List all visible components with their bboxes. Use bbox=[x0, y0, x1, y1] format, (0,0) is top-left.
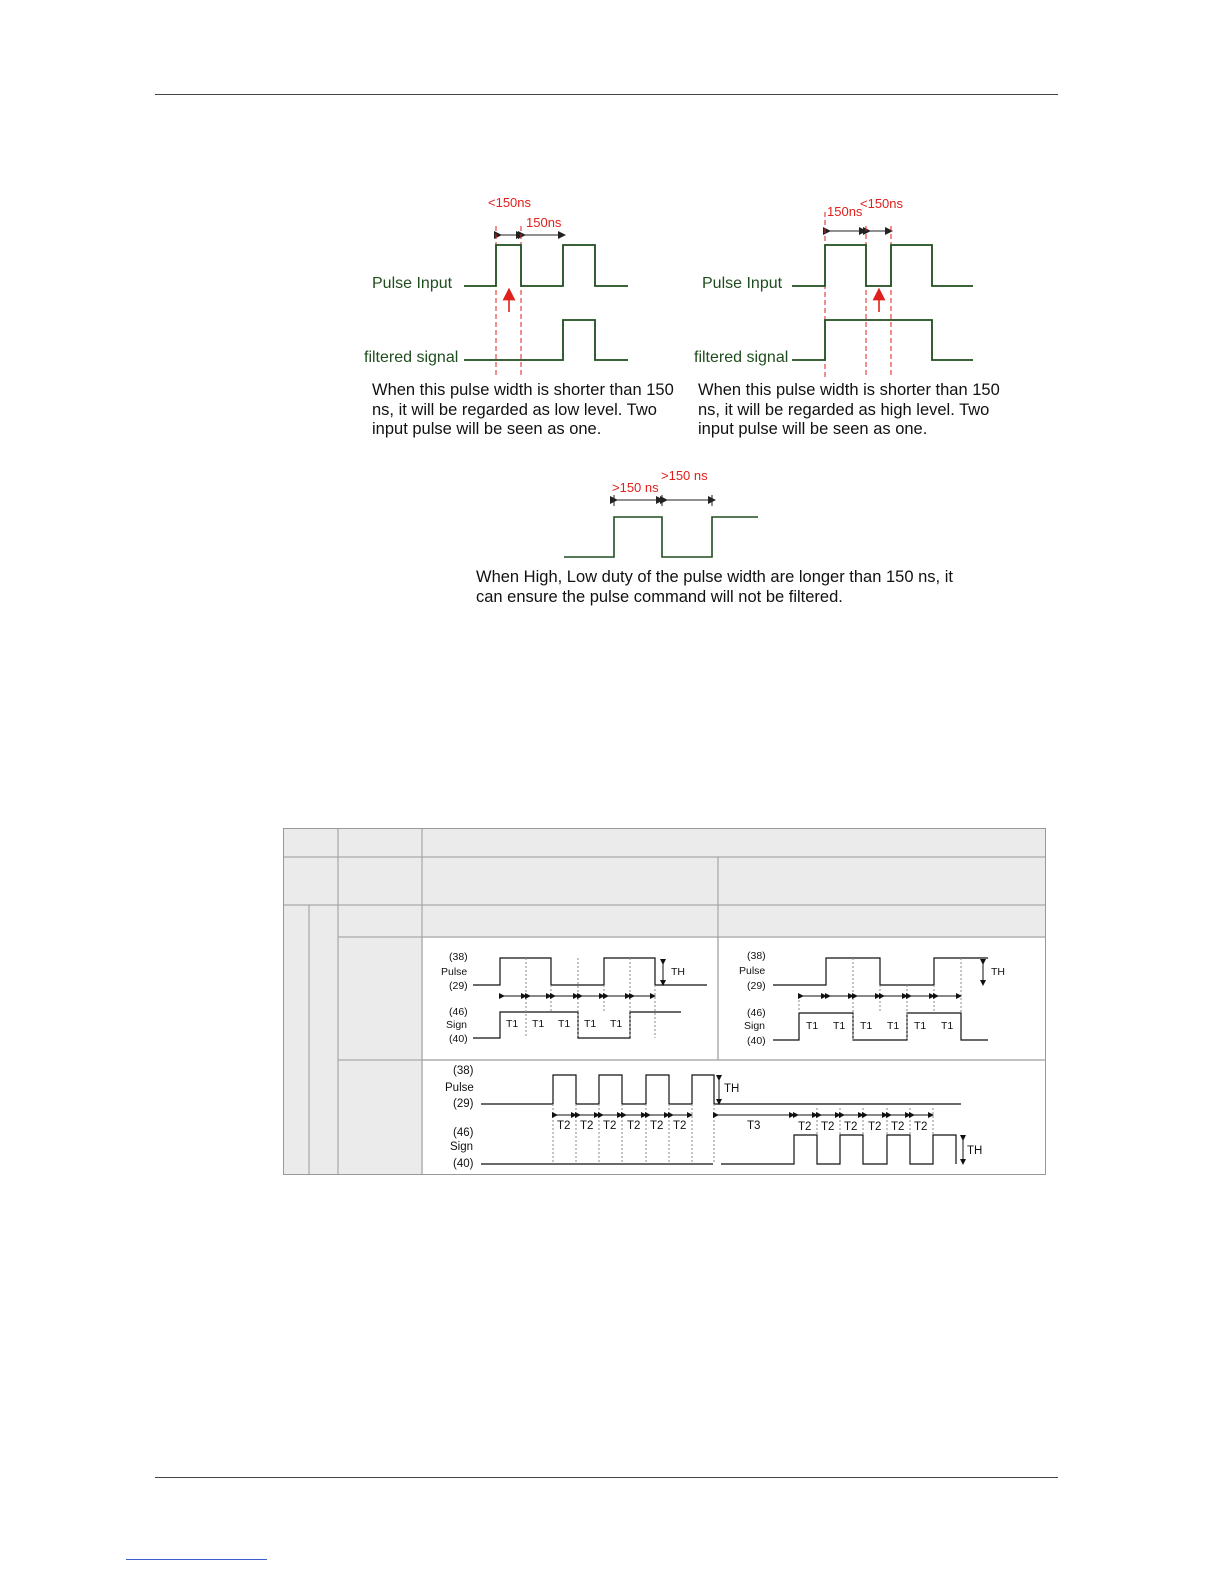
t3-label: T3 bbox=[747, 1120, 761, 1132]
filtered-signal-label: filtered signal bbox=[694, 349, 789, 366]
t2-label: T2 bbox=[580, 1120, 594, 1132]
t1-label: T1 bbox=[887, 1020, 900, 1032]
t2-label: T2 bbox=[798, 1121, 812, 1133]
footer-rule bbox=[155, 1477, 1058, 1478]
pin-40: (40) bbox=[449, 1033, 468, 1045]
pin-40: (40) bbox=[747, 1035, 766, 1047]
label-lt150: <150ns bbox=[488, 195, 532, 210]
t2-label: T2 bbox=[673, 1120, 687, 1132]
pin-29: (29) bbox=[747, 980, 766, 992]
t2-label: T2 bbox=[821, 1121, 835, 1133]
pulse-label: Pulse bbox=[739, 965, 766, 977]
t2-label: T2 bbox=[914, 1121, 928, 1133]
sign-label: Sign bbox=[450, 1141, 474, 1153]
t2-label: T2 bbox=[891, 1121, 905, 1133]
filter-diagram-bottom bbox=[555, 462, 775, 567]
pulse-label: Pulse bbox=[441, 966, 468, 978]
sign-label: Sign bbox=[446, 1019, 468, 1031]
header-rule bbox=[155, 94, 1058, 95]
t1-label: T1 bbox=[610, 1018, 623, 1030]
caption-left: When this pulse width is shorter than 150 ns, it will be regarded as low level. Two input pulse will be seen as one. bbox=[372, 381, 674, 438]
pulse-input-label: Pulse Input bbox=[372, 275, 453, 292]
pulse-label: Pulse bbox=[445, 1082, 474, 1094]
t1-label: T1 bbox=[506, 1018, 519, 1030]
filter-diagram-right bbox=[690, 190, 990, 390]
t2-label: T2 bbox=[557, 1120, 571, 1132]
th-label: TH bbox=[671, 966, 685, 978]
t1-label: T1 bbox=[833, 1020, 846, 1032]
pin-46: (46) bbox=[449, 1006, 468, 1018]
t1-label: T1 bbox=[584, 1018, 597, 1030]
t1-label: T1 bbox=[558, 1018, 571, 1030]
pin-46: (46) bbox=[747, 1007, 766, 1019]
th-label: TH bbox=[967, 1145, 983, 1157]
caption-bottom: When High, Low duty of the pulse width are longer than 150 ns, it can ensure the pulse command will not be filtered. bbox=[476, 568, 953, 606]
t1-label: T1 bbox=[806, 1020, 819, 1032]
label-gt150-b: >150 ns bbox=[661, 468, 708, 483]
t1-label: T1 bbox=[941, 1020, 954, 1032]
th-label: TH bbox=[991, 966, 1005, 978]
footer-link-underline[interactable] bbox=[126, 1559, 267, 1560]
t2-label: T2 bbox=[868, 1121, 882, 1133]
filter-diagram-left bbox=[360, 190, 650, 390]
pin-38: (38) bbox=[449, 951, 468, 963]
pin-40: (40) bbox=[453, 1158, 474, 1170]
t2-label: T2 bbox=[844, 1121, 858, 1133]
t2-label: T2 bbox=[627, 1120, 641, 1132]
label-150: 150ns bbox=[526, 215, 562, 230]
pin-38: (38) bbox=[747, 950, 766, 962]
pin-29: (29) bbox=[453, 1098, 474, 1110]
th-label: TH bbox=[724, 1083, 740, 1095]
caption-right: When this pulse width is shorter than 150 ns, it will be regarded as high level. Two input pulse will be seen as one. bbox=[698, 381, 1000, 438]
label-gt150-a: >150 ns bbox=[612, 480, 659, 495]
t2-label: T2 bbox=[603, 1120, 617, 1132]
t1-label: T1 bbox=[914, 1020, 927, 1032]
t1-label: T1 bbox=[532, 1018, 545, 1030]
t2-label: T2 bbox=[650, 1120, 664, 1132]
pin-38: (38) bbox=[453, 1065, 474, 1077]
pin-46: (46) bbox=[453, 1127, 474, 1139]
filtered-signal-label: filtered signal bbox=[364, 349, 459, 366]
label-lt150: <150ns bbox=[860, 196, 904, 211]
pulse-input-label: Pulse Input bbox=[702, 275, 783, 292]
sign-label: Sign bbox=[744, 1020, 766, 1032]
label-150: 150ns bbox=[827, 204, 863, 219]
timing-table bbox=[283, 828, 1047, 1178]
pin-29: (29) bbox=[449, 980, 468, 992]
t1-label: T1 bbox=[860, 1020, 873, 1032]
